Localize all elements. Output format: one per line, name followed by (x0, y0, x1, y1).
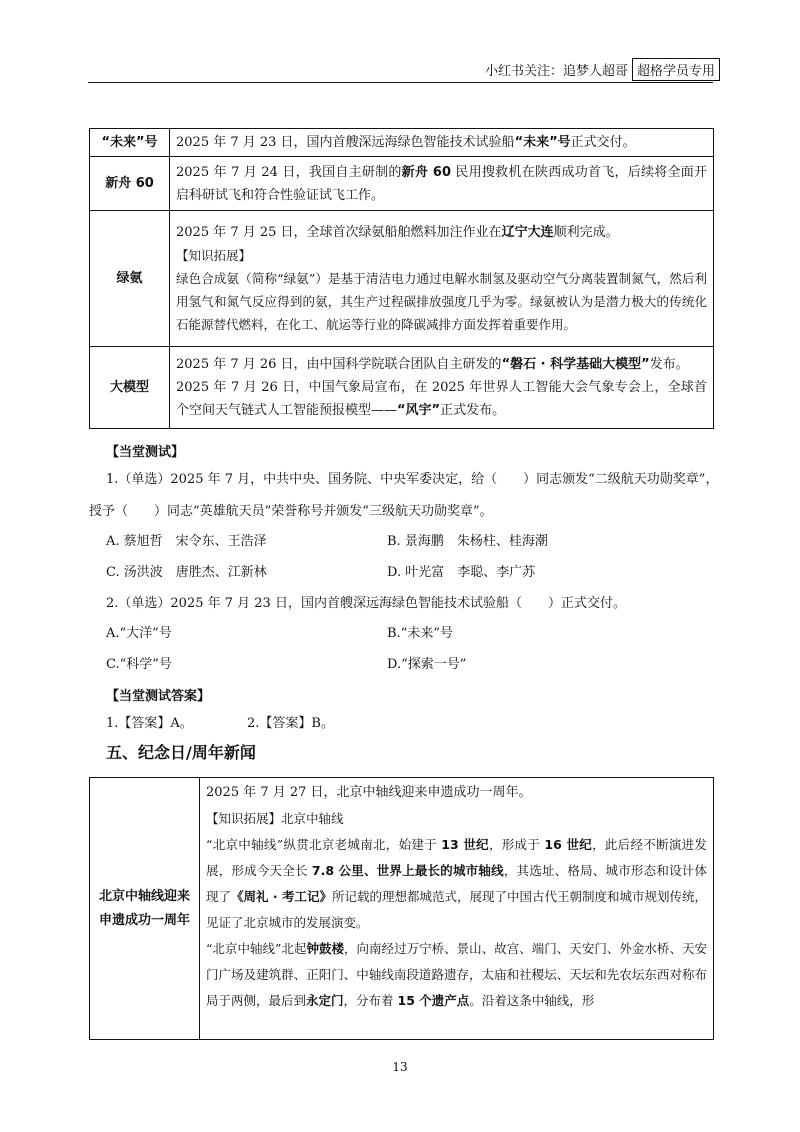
row-label: 北京中轴线迎来申遗成功一周年 (90, 778, 200, 1040)
quiz-q2-option-d: D.“探索一号” (387, 657, 467, 672)
table-row (90, 347, 714, 429)
row-content: 2025 年 7 月 23 日，国内首艘深远海绿色智能技术试验船“未来”号正式交付。 (170, 129, 714, 157)
table-row (90, 129, 714, 157)
row-label: “未来”号 (90, 129, 170, 157)
row-content: 2025 年 7 月 24 日，我国自主研制的新舟 60 民用搜救机在陕西成功首飞，后续将全面开启科研试飞和符合性验证试飞工作。 (170, 157, 714, 211)
quiz-q1-option-d: D. 叶光富 李聪、李广苏 (387, 565, 536, 580)
header-follow-text: 小红书关注：追梦人超哥 (484, 64, 628, 79)
section-5-heading: 五、纪念日/周年新闻 (106, 743, 256, 762)
news-table-anniversary (89, 777, 714, 1040)
table-row (90, 778, 714, 1040)
quiz-q1-option-b: B. 景海鹏 朱杨柱、桂海潮 (387, 534, 548, 549)
news-table-tech (89, 128, 714, 429)
quiz-q1-line1: 1.（单选）2025 年 7 月，中共中央、国务院、中央军委决定，给（ ）同志颁发“二级航天功勋奖章”， (106, 472, 719, 487)
page-number: 13 (392, 1060, 408, 1074)
knowledge-ext-title: 【知识拓展】北京中轴线 (206, 811, 344, 826)
quiz-q2-option-c: C.“科学”号 (106, 657, 172, 672)
quiz-q1-line2: 授予（ ）同志“英雄航天员”荣誉称号并颁发“三级航天功勋奖章”。 (89, 504, 493, 519)
quiz-q2-option-a: A.“大洋”号 (106, 626, 172, 641)
quiz-q2-option-b: B.“未来”号 (387, 626, 453, 641)
knowledge-ext-body: 绿色合成氨（简称“绿氨”）是基于清洁电力通过电解水制氢及驱动空气分离装置制氮气，然后利用氢气和氮气反应得到的氨，其生产过程碳排放强度几乎为零。绿氨被认为是潜力极大的传统化石能源替代燃料，在化工、航运等行业的降碳减排方面发挥着重要作用。 (176, 271, 707, 332)
quiz-q1-option-a: A. 蔡旭哲 宋令东、王浩泽 (106, 534, 267, 549)
answer-heading: 【当堂测试答案】 (106, 689, 211, 704)
header-divider (88, 82, 713, 83)
table-row (90, 211, 714, 347)
row-label: 绿氨 (90, 211, 170, 347)
quiz-heading: 【当堂测试】 (106, 445, 185, 460)
row-content: 2025 年 7 月 26 日，由中国科学院联合团队自主研发的“磐石 · 科学基础大模型”发布。 2025 年 7 月 26 日，中国气象局宣布，在 2025 年世界人工智能大会气象专会上，全球首个空间天气链式人工智能预报模型——“风宇”正式发布。 (170, 347, 714, 429)
row-content: 2025 年 7 月 25 日，全球首次绿氨船舶燃料加注作业在辽宁大连顺利完成。 【知识拓展】 绿色合成氨（简称“绿氨”）是基于清洁电力通过电解水制氢及驱动空气分离装置制氮气，然后利用氢气和氮气反应得到的氨，其生产过程碳排放强度几乎为零。绿氨被认为是潜力极大的传统化石能源替代燃料，在化工、航运等行业的降碳减排方面发挥着重要作用。 (170, 211, 714, 347)
row-content: 2025 年 7 月 27 日，北京中轴线迎来申遗成功一周年。 【知识拓展】北京中轴线 “北京中轴线”纵贯北京老城南北，始建于 13 世纪，形成于 16 世纪，此后经不断演进发展，形成今天全长 7.8 公里、世界上最长的城市轴线，其选址、格局、城市形态和设计体现了《周礼 · 考工记》所记载的理想都城范式，展现了中国古代王朝制度和城市规划传统，见证了北京城市的发展演变。 “北京中轴线”北起钟鼓楼，向南经过万宁桥、景山、故宫、端门、天安门、外金水桥、天安门广场及建筑群、正阳门、中轴线南段道路遗存，太庙和社稷坛、天坛和先农坛东西对称布局于两侧，最后到永定门，分布着 15 个遗产点。沿着这条中轴线，形 (200, 778, 714, 1040)
row-label: 新舟 60 (90, 157, 170, 211)
answer-2: 2.【答案】B。 (247, 716, 334, 731)
knowledge-ext-title: 【知识拓展】 (176, 248, 252, 263)
quiz-q1-option-c: C. 汤洪波 唐胜杰、江新林 (106, 565, 267, 580)
knowledge-ext-body-2: “北京中轴线”北起钟鼓楼，向南经过万宁桥、景山、故宫、端门、天安门、外金水桥、天安门广场及建筑群、正阳门、中轴线南段道路遗存，太庙和社稷坛、天坛和先农坛东西对称布局于两侧，最后到永定门，分布着 15 个遗产点。沿着这条中轴线，形 (206, 941, 707, 1008)
answer-1: 1.【答案】A。 (106, 716, 193, 731)
table-row (90, 157, 714, 211)
knowledge-ext-body-1: “北京中轴线”纵贯北京老城南北，始建于 13 世纪，形成于 16 世纪，此后经不断演进发展，形成今天全长 7.8 公里、世界上最长的城市轴线，其选址、格局、城市形态和设计体现了《周礼 · 考工记》所记载的理想都城范式，展现了中国古代王朝制度和城市规划传统，见证了北京城市的发展演变。 (206, 837, 707, 930)
quiz-q2: 2.（单选）2025 年 7 月 23 日，国内首艘深远海绿色智能技术试验船（ ）正式交付。 (106, 596, 626, 611)
page-header (485, 58, 720, 81)
row-label: 大模型 (90, 347, 170, 429)
header-boxed-label: 超格学员专用 (632, 58, 720, 81)
